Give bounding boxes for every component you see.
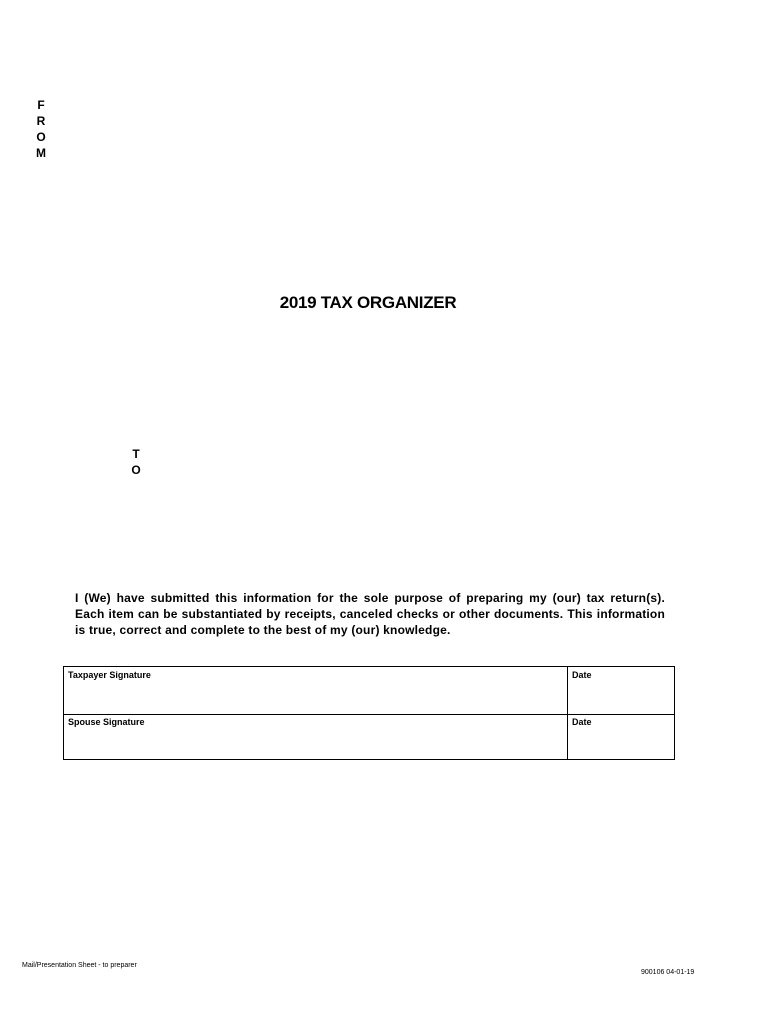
- taxpayer-signature-label: Taxpayer Signature: [68, 670, 151, 680]
- from-label: [35, 97, 47, 161]
- footer-form-description: Mail/Presentation Sheet - to preparer: [22, 962, 137, 969]
- from-letter: O: [36, 130, 46, 144]
- document-title: 2019 TAX ORGANIZER: [279, 293, 457, 312]
- attestation-statement: I (We) have submitted this information for the sole purpose of preparing my (our) tax return(s). Each item can be substantiated by receipts, canceled checks or other documents. This information is true, correct and complete to the best of my (our) knowledge.: [75, 591, 665, 637]
- from-letter: M: [36, 146, 46, 160]
- from-letter: R: [36, 114, 46, 128]
- to-letter: O: [131, 463, 141, 477]
- spouse-date-cell[interactable]: [567, 714, 676, 760]
- spouse-date-label: Date: [572, 717, 592, 727]
- from-letter: F: [37, 98, 45, 112]
- to-letter: T: [132, 447, 140, 461]
- signature-table: [63, 666, 675, 760]
- spouse-signature-row[interactable]: [64, 714, 674, 760]
- to-label: [130, 446, 142, 478]
- taxpayer-date-cell[interactable]: [567, 667, 676, 714]
- taxpayer-date-label: Date: [572, 670, 592, 680]
- taxpayer-signature-row[interactable]: [64, 667, 674, 715]
- footer-form-code: 900106 04-01-19: [641, 969, 695, 976]
- spouse-signature-label: Spouse Signature: [68, 717, 145, 727]
